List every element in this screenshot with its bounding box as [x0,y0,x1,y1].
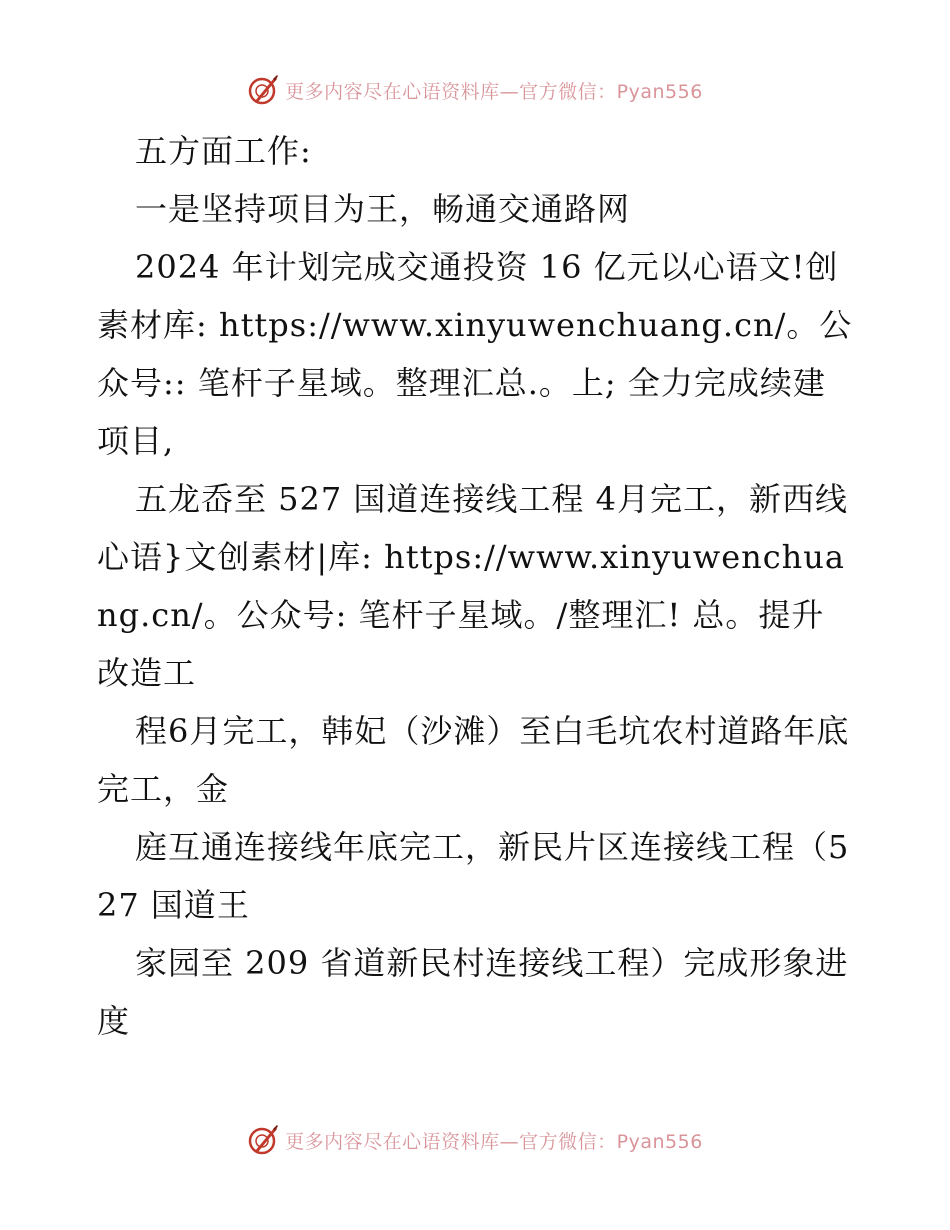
paragraph: 程6月完工，韩妃（沙滩）至白毛坑农村道路年底完工，金 [97,712,850,808]
quill-pen-logo-icon [247,1124,279,1156]
paragraph: 庭互通连接线年底完工，新民片区连接线工程（527 国道王 [97,828,850,924]
header-watermark-text: 更多内容尽在心语资料库—官方微信：Pyan556 [285,80,703,103]
footer-watermark [0,1120,950,1160]
paragraph: 家园至 209 省道新民村连接线工程）完成形象进度 [97,944,849,1040]
quill-pen-logo-icon [247,74,279,106]
paragraph: 2024 年计划完成交通投资 16 亿元以心语文!创素材库: https://www.xinyuwenchuang.cn/。公众号:: 笔杆子星域。整理汇总.。上; 全力完成续建项目, [97,248,853,460]
footer-watermark-text: 更多内容尽在心语资料库—官方微信：Pyan556 [285,1130,703,1153]
paragraph: 五龙岙至 527 国道连接线工程 4月完工，新西线心语}文创素材|库: https://www.xinyuwenchuang.cn/。公众号: 笔杆子星域。/整理汇! 总。提升改造工 [97,480,848,692]
paragraph: 一是坚持项目为王，畅通交通路网 [135,190,631,228]
document-body [97,122,857,1050]
header-watermark [0,70,950,110]
paragraph: 五方面工作: [135,132,312,170]
